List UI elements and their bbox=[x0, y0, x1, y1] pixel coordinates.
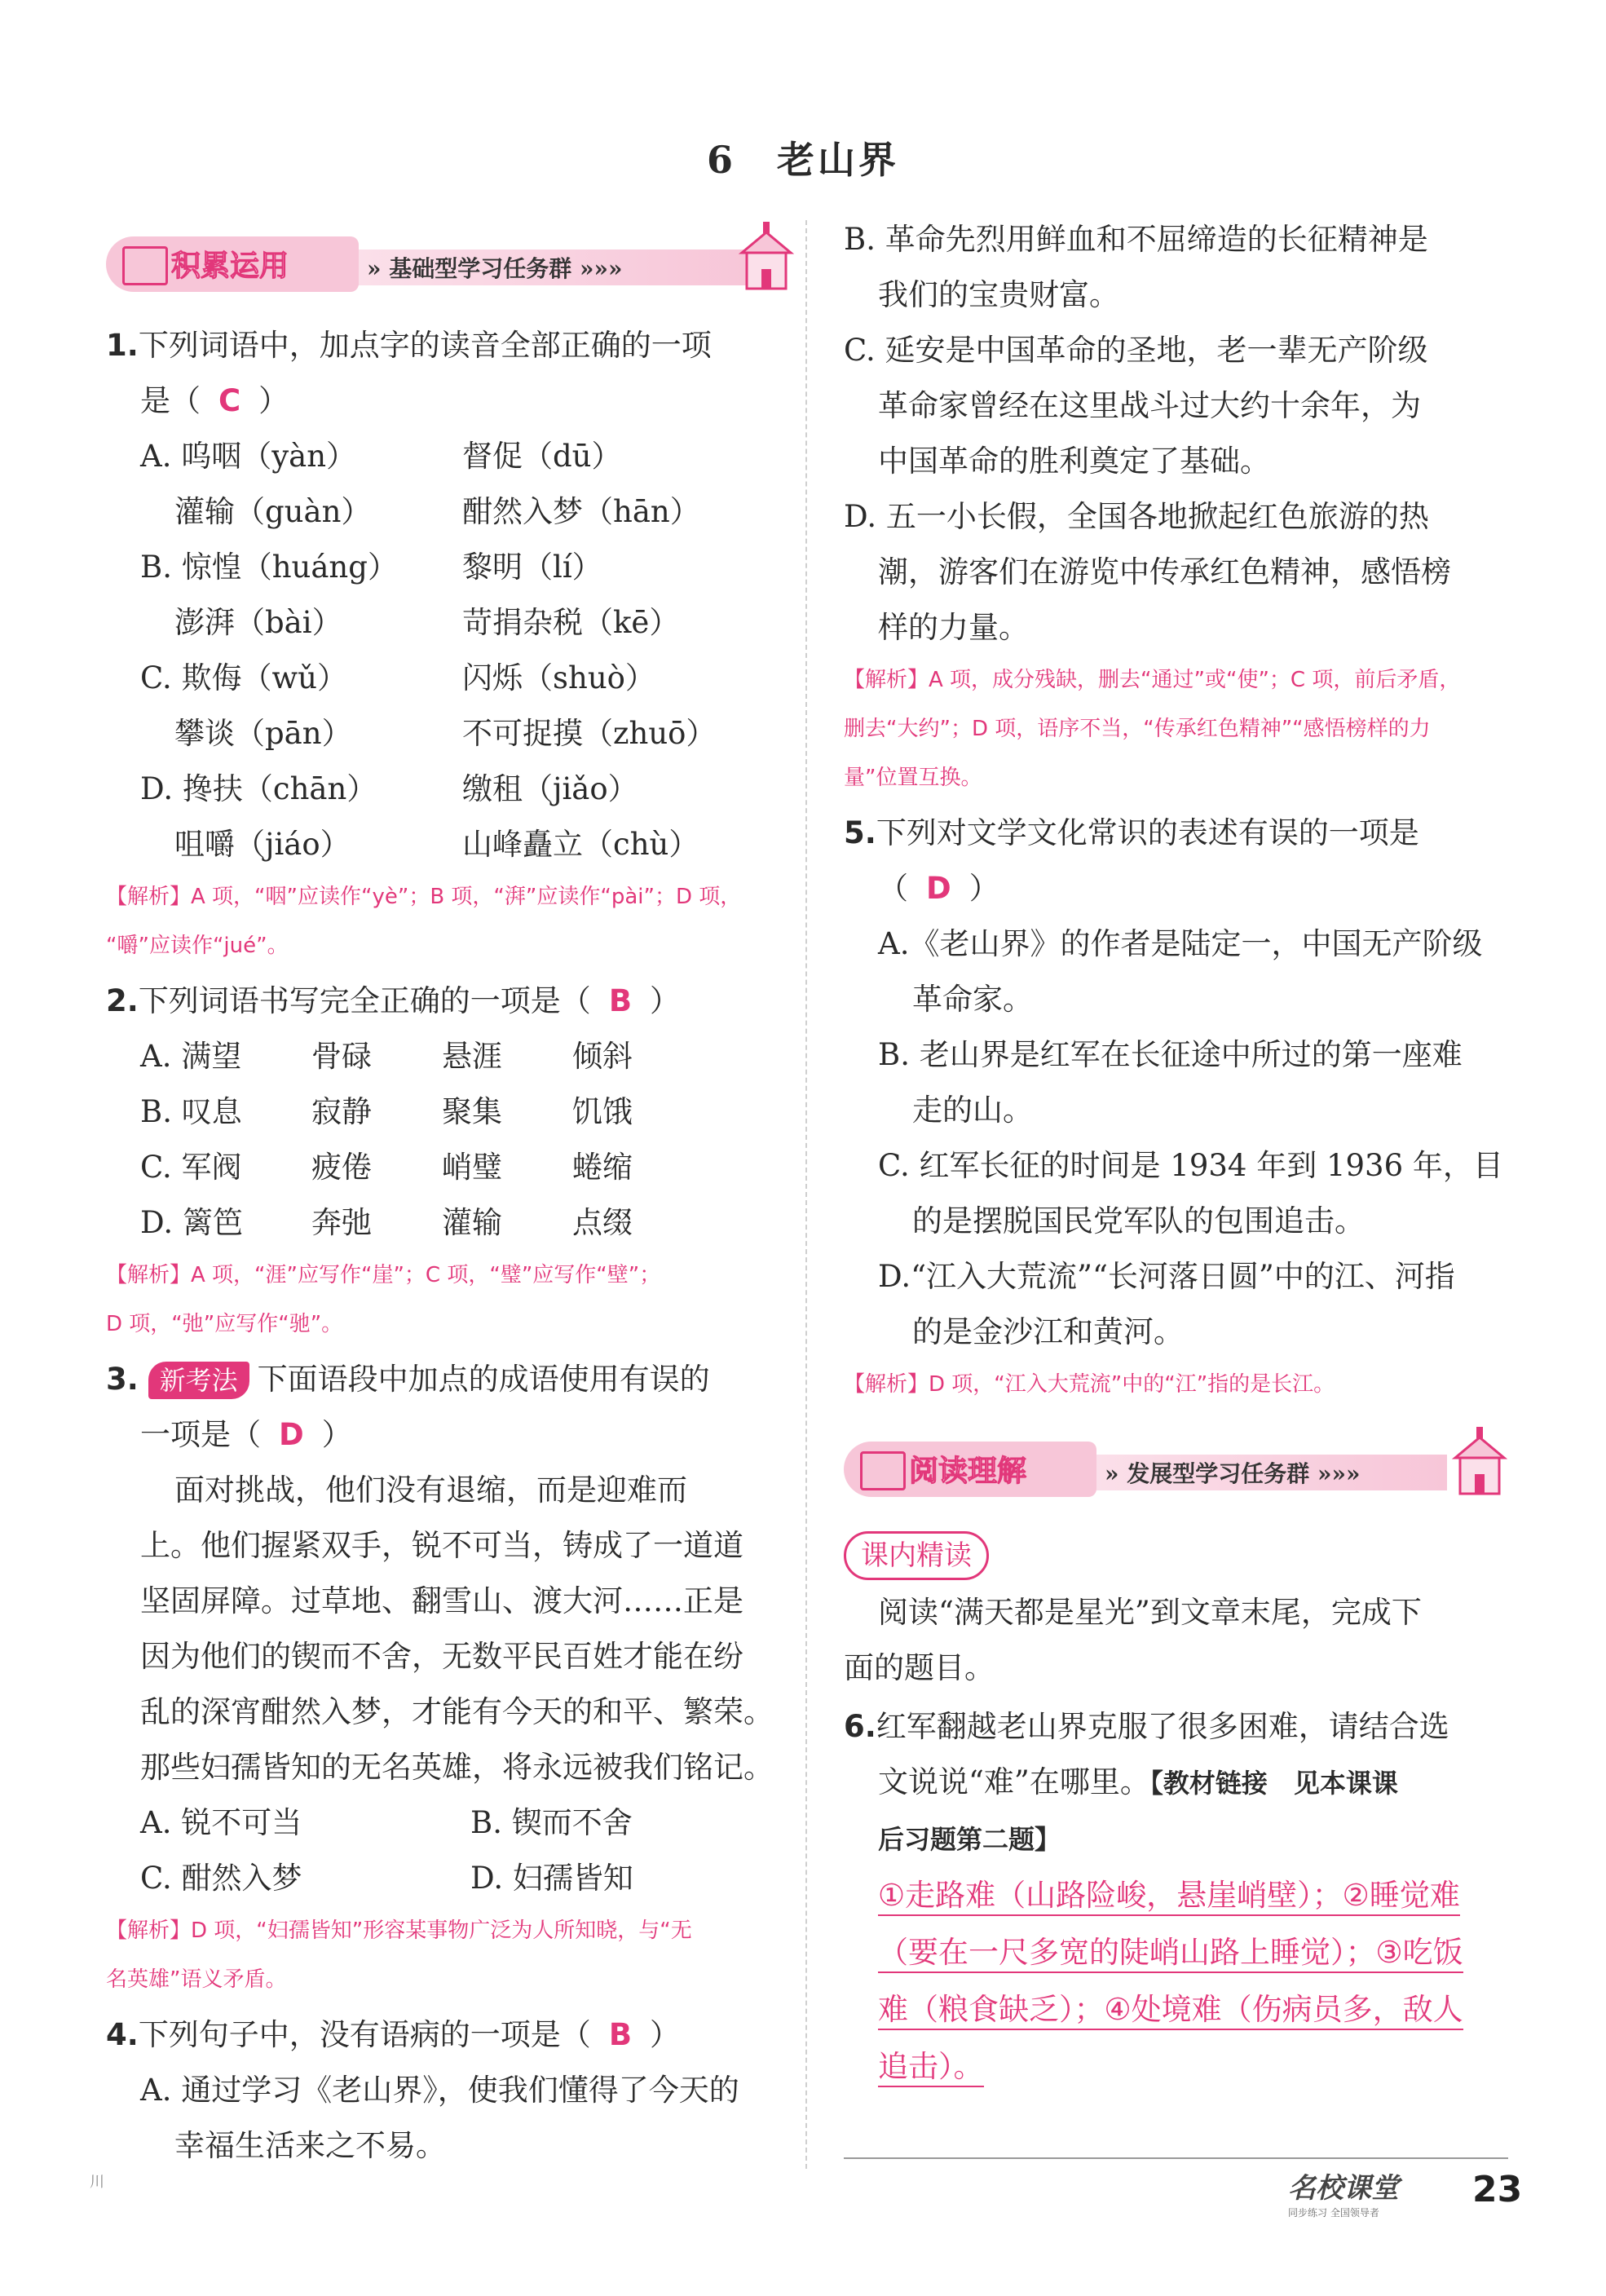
q3-options-row2: C. 酣然入梦 D. 妇孺皆知 bbox=[140, 1861, 633, 1896]
section-subtitle: » 基础型学习任务群 »»» bbox=[367, 255, 623, 282]
q3-explanation: 【解析】D 项，“妇孺皆知”形容某事物广泛为人所知晓，与“无 名英雄”语义矛盾。 bbox=[106, 1918, 692, 1992]
q5-option-c-cont: 的是摆脱国民党军队的包围追击。 bbox=[912, 1203, 1365, 1239]
passage-line: 乱的深宵酣然入梦，才能有今天的和平、繁荣。 bbox=[140, 1694, 774, 1729]
q4-option-a-cont: 幸福生活来之不易。 bbox=[174, 2128, 446, 2163]
lesson-title: 老山界 bbox=[777, 138, 899, 182]
q5-stem-cont: （ D ） bbox=[878, 871, 999, 906]
q6-answer: ①走路难（山路险峻，悬崖峭壁）；②睡觉难 （要在一尺多宽的陡峭山路上睡觉）；③吃饭 难（粮食缺乏）；④处境难（伤病员多，敌人 追击）。 bbox=[844, 1867, 1512, 2095]
q5-explanation: 【解析】D 项，“江入大荒流”中的“江”指的是长江。 bbox=[844, 1372, 1335, 1397]
q4-option-c-cont1: 革命家曾经在这里战斗过大约十余年，为 bbox=[878, 388, 1421, 423]
corner-mark: 川 bbox=[90, 2174, 104, 2191]
q1-stem-cont: 是（ C ） bbox=[140, 383, 289, 418]
close-reading-tag: 课内精读 bbox=[844, 1531, 989, 1580]
q2-option-row: C. 军阀 疲倦 峭璧 蜷缩 bbox=[140, 1150, 633, 1185]
q1-option-row: B. 惊惶（huáng） 黎明（lí） bbox=[140, 550, 602, 585]
q4-answer: B bbox=[608, 2017, 633, 2052]
q3-options-row1: A. 锐不可当 B. 锲而不舍 bbox=[140, 1805, 633, 1840]
q6-stem: 6.红军翻越老山界克服了很多困难，请结合选 bbox=[844, 1709, 1449, 1744]
section-subtitle: » 发展型学习任务群 »»» bbox=[1105, 1460, 1361, 1487]
q5-option-b-cont: 走的山。 bbox=[912, 1093, 1033, 1128]
section-banner-reading bbox=[844, 1425, 1512, 1507]
q4-option-b-cont: 我们的宝贵财富。 bbox=[878, 277, 1119, 312]
q6-stem-cont: 文说说“难”在哪里。【教材链接 见本课课 bbox=[878, 1764, 1398, 1799]
q1-stem: 1.下列词语中，加点字的读音全部正确的一项 bbox=[106, 328, 712, 363]
lesson-number: 6 bbox=[706, 138, 736, 182]
q5-option-d-cont: 的是金沙江和黄河。 bbox=[912, 1314, 1184, 1349]
page-number: 23 bbox=[1472, 2169, 1523, 2210]
reading-intro-cont: 面的题目。 bbox=[844, 1650, 995, 1685]
q2-explanation: 【解析】A 项，“涯”应写作“崖”；C 项，“璧”应写作“壁”； D 项，“弛”应写作“驰”。 bbox=[106, 1263, 661, 1336]
q5-stem: 5.下列对文学文化常识的表述有误的一项是 bbox=[844, 815, 1419, 850]
q3-stem: 3. 新考法 下面语段中加点的成语使用有误的 bbox=[106, 1352, 799, 1407]
reading-intro: 阅读“满天都是星光”到文章末尾，完成下 bbox=[878, 1595, 1422, 1630]
q1-option-row: D. 搀扶（chān） 缴租（jiǎo） bbox=[140, 771, 638, 806]
q2-options bbox=[106, 1029, 799, 1251]
q5-option-d: D.“江入大荒流”“长河落日圆”中的江、河指 bbox=[878, 1259, 1455, 1294]
q4-stem: 4.下列句子中，没有语病的一项是（ B ） bbox=[106, 2017, 681, 2052]
left-column bbox=[106, 220, 799, 2174]
new-method-tag: 新考法 bbox=[148, 1362, 249, 1399]
textbook-link: 【教材链接 见本课课 bbox=[1149, 1768, 1398, 1799]
column-divider bbox=[805, 220, 807, 2169]
q3-stem-cont: 一项是（ D ） bbox=[140, 1417, 352, 1452]
q3-answer: D bbox=[279, 1417, 304, 1452]
section-banner-accumulate bbox=[106, 220, 799, 302]
q4-option-b: B. 革命先烈用鲜血和不屈缔造的长征精神是 bbox=[844, 222, 1428, 257]
q3-passage bbox=[106, 1463, 799, 1795]
q2-stem: 2.下列词语书写完全正确的一项是（ B ） bbox=[106, 983, 681, 1018]
q1-option-row: C. 欺侮（wǔ） 闪烁（shuò） bbox=[140, 660, 655, 695]
q4-option-c: C. 延安是中国革命的圣地，老一辈无产阶级 bbox=[844, 333, 1428, 368]
q2-option-row: B. 叹息 寂静 聚集 饥饿 bbox=[140, 1094, 633, 1129]
footer-rule bbox=[844, 2157, 1508, 2159]
passage-line: 坚固屏障。过草地、翻雪山、渡大河……正是 bbox=[140, 1583, 743, 1618]
q2-answer: B bbox=[608, 983, 633, 1018]
q1-option-row: 灌输（guàn） 酣然入梦（hān） bbox=[174, 494, 700, 529]
q5-option-a: A.《老山界》的作者是陆定一，中国无产阶级 bbox=[878, 926, 1483, 961]
passage-line: 那些妇孺皆知的无名英雄，将永远被我们铭记。 bbox=[140, 1750, 774, 1785]
passage-line: 面对挑战，他们没有退缩，而是迎难而 bbox=[174, 1473, 687, 1508]
q4-option-a: A. 通过学习《老山界》，使我们懂得了今天的 bbox=[140, 2073, 739, 2108]
q4-option-d: D. 五一小长假，全国各地掀起红色旅游的热 bbox=[844, 499, 1429, 534]
q1-explanation: 【解析】A 项，“咽”应读作“yè”；B 项，“湃”应读作“pài”；D 项， “嚼”应读作“jué”。 bbox=[106, 885, 742, 958]
page-title bbox=[0, 130, 1606, 184]
brand-logo: 名校课堂 同步练习 全国领导者 bbox=[1288, 2172, 1399, 2219]
q2-option-row: D. 篱笆 奔弛 灌输 点缀 bbox=[140, 1205, 633, 1240]
q6-link-cont: 后习题第二题】 bbox=[878, 1824, 1061, 1855]
q4-option-d-cont1: 潮，游客们在游览中传承红色精神，感悟榜 bbox=[878, 554, 1451, 589]
q1-option-row: 攀谈（pān） 不可捉摸（zhuō） bbox=[174, 716, 717, 751]
book-icon bbox=[122, 246, 168, 285]
q2-option-row: A. 满望 骨碌 悬涯 倾斜 bbox=[140, 1039, 633, 1074]
q5-option-c: C. 红军长征的时间是 1934 年到 1936 年，目 bbox=[878, 1148, 1503, 1183]
q1-option-row: 澎湃（bài） 苛捐杂税（kē） bbox=[174, 605, 680, 640]
section-label: 阅读理解 bbox=[909, 1455, 1027, 1488]
section-label: 积累运用 bbox=[171, 249, 289, 283]
q1-answer: C bbox=[218, 383, 241, 418]
q1-option-row: A. 呜咽（yàn） 督促（dū） bbox=[140, 439, 622, 474]
q4-option-d-cont2: 样的力量。 bbox=[878, 610, 1029, 645]
book-icon bbox=[860, 1451, 906, 1490]
q1-option-row: 咀嚼（jiáo） 山峰矗立（chù） bbox=[174, 827, 699, 862]
q4-option-c-cont2: 中国革命的胜利奠定了基础。 bbox=[878, 444, 1270, 479]
passage-line: 上。他们握紧双手，锐不可当，铸成了一道道 bbox=[140, 1528, 743, 1563]
q5-answer: D bbox=[926, 871, 951, 906]
q5-option-a-cont: 革命家。 bbox=[912, 982, 1033, 1017]
q4-explanation: 【解析】A 项，成分残缺，删去“通过”或“使”；C 项，前后矛盾， 删去“大约”；D 项，语序不当，“传承红色精神”“感悟榜样的力 量”位置互换。 bbox=[844, 668, 1461, 790]
school-house-icon bbox=[734, 220, 799, 294]
passage-line: 因为他们的锲而不舍，无数平民百姓才能在纷 bbox=[140, 1639, 743, 1674]
q5-option-b: B. 老山界是红军在长征途中所过的第一座难 bbox=[878, 1037, 1463, 1072]
right-column bbox=[844, 212, 1512, 2095]
school-house-icon bbox=[1447, 1425, 1512, 1499]
q1-options bbox=[106, 429, 799, 872]
